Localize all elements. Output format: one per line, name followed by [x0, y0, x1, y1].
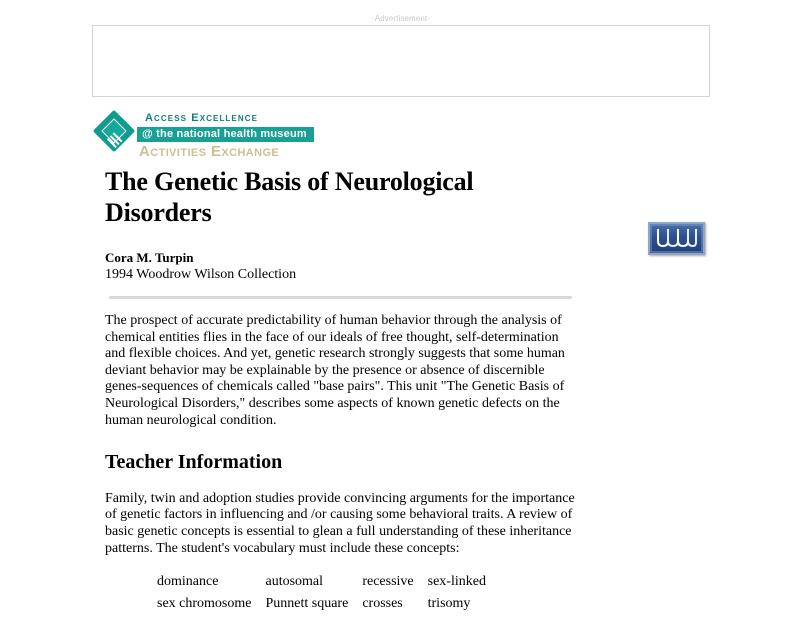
vocabulary-term: Punnett square — [265, 596, 349, 612]
activities-exchange-label: Activities Exchange — [139, 143, 280, 160]
vocabulary-term: sex-linked — [427, 574, 486, 590]
logo-row — [0, 110, 800, 166]
document-content — [105, 166, 575, 617]
byline — [105, 250, 575, 283]
author-name: Cora M. Turpin — [105, 250, 194, 265]
teacher-information-paragraph: Family, twin and adoption studies provide convincing arguments for the importance of genetic factors in influencing and /or causing some behavioral traits. A review of basic genetic concepts is essential to glean a full understanding of these inheritance patterns. The student's vocabulary must include these concepts: — [105, 490, 575, 556]
vocabulary-table-body — [157, 573, 500, 617]
vocabulary-row — [157, 573, 500, 595]
vocabulary-row — [157, 595, 500, 617]
collection-name: 1994 Woodrow Wilson Collection — [105, 267, 297, 282]
page-title: The Genetic Basis of Neurological Disorders — [105, 167, 474, 227]
intro-paragraph: The prospect of accurate predictability of human behavior through the analysis of chemical entities flies in the face of our ideals of free thought, self-determination and flexible choices. And yet, genetic research strongly suggests that some human deviant behavior may be explainable by the presence or absence of discernible genes-sequences of chemicals called "base pairs". This unit "The Genetic Basis of Neurological Disorders," describes some aspects of known genetic defects on the human neurological condition. — [105, 313, 565, 428]
national-health-museum-label: @ the national health museum — [142, 128, 307, 140]
advertisement-banner — [92, 14, 710, 97]
vocabulary-term: trisomy — [427, 596, 471, 612]
advertisement-slot[interactable] — [92, 25, 710, 97]
ww-monogram-icon[interactable] — [648, 222, 705, 255]
diamond-emblem-icon — [93, 110, 135, 152]
divider — [109, 296, 572, 299]
section-heading-teacher-information: Teacher Information — [105, 451, 283, 474]
national-health-museum-bar — [137, 127, 314, 142]
access-excellence-title: Access Excellence — [145, 112, 259, 124]
advertisement-label: -Advertisement- — [372, 14, 430, 23]
access-excellence-logo[interactable] — [99, 112, 314, 164]
vocabulary-term: sex chromosome — [157, 596, 252, 612]
vocabulary-term: recessive — [362, 574, 414, 590]
vocabulary-term: autosomal — [265, 574, 324, 590]
vocabulary-term: dominance — [157, 574, 219, 590]
vocabulary-term: crosses — [362, 596, 403, 612]
vocabulary-table — [157, 573, 500, 617]
